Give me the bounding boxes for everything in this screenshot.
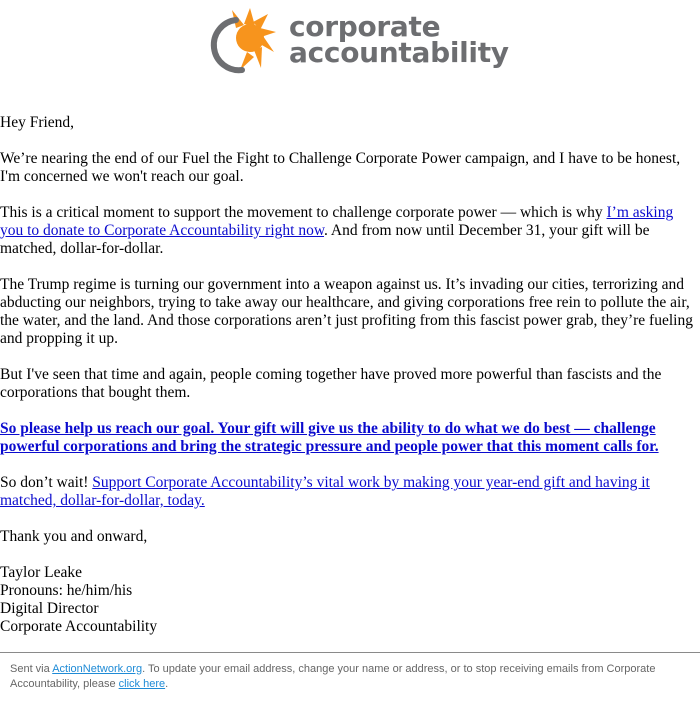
paragraph-1: We’re nearing the end of our Fuel the Fight to Challenge Corporate Power campaign, and I have to be honest, I'm concerned we won't reach our goal. [0,150,681,185]
email-body [0,114,700,636]
paragraph-6-text: So don’t wait! [0,474,93,491]
footer-text-b: . To update your email address, change your name or address, or to stop receiving emails from Corporate Accountability, please [10,663,656,690]
email-footer [10,662,690,692]
corporate-accountability-logo-icon [206,6,276,76]
paragraph-3: The Trump regime is turning our government into a weapon against us. It’s invading our cities, terrorizing and abducting our neighbors, trying to take away our healthcare, and giving corporations free rein to pollute the air, the water, and the land. And those corporations aren’t just profiting from this fascist power grab, they’re fueling and propping it up. [0,276,693,347]
logo-line-2: accountability [289,36,509,69]
actionnetwork-link[interactable]: ActionNetwork.org [52,663,143,675]
support-gift-link[interactable]: Support Corporate Accountability’s vital work by making your year-end gift and having it matched, dollar-for-dollar, today. [0,474,650,509]
paragraph-2 [0,204,700,258]
signature-name: Taylor Leake [0,564,82,581]
footer-text-a: Sent via [10,663,53,675]
paragraph-6 [0,474,700,510]
greeting: Hey Friend, [0,114,75,131]
signature-block [0,564,700,636]
unsubscribe-link[interactable]: click here [118,678,166,690]
signature-pronouns: Pronouns: he/him/his [0,582,133,599]
help-reach-goal-link[interactable]: So please help us reach our goal. Your gift will give us the ability to do what we do best — challenge powerful corporations and bring the strategic pressure and people power that this moment calls for. [0,420,659,455]
signature-org: Corporate Accountability [0,618,158,635]
logo-line-1: corporate [289,10,441,43]
signature-title: Digital Director [0,600,99,617]
footer-divider [0,652,700,653]
closing: Thank you and onward, [0,528,148,545]
footer-text-c: . [165,678,169,690]
email-header [0,0,700,80]
paragraph-2-text-a: This is a critical moment to support the movement to challenge corporate power — which is why [0,204,607,221]
paragraph-5 [0,420,700,456]
logo-wordmark [289,10,509,69]
paragraph-2-text-b: . And from now until December 31, your gift will be matched, dollar-for-dollar. [0,222,650,257]
paragraph-4: But I've seen that time and again, people coming together have proved more powerful than fascists and the corporations that bought them. [0,366,662,401]
donate-link[interactable]: I’m asking you to donate to Corporate Accountability right now [0,204,674,239]
